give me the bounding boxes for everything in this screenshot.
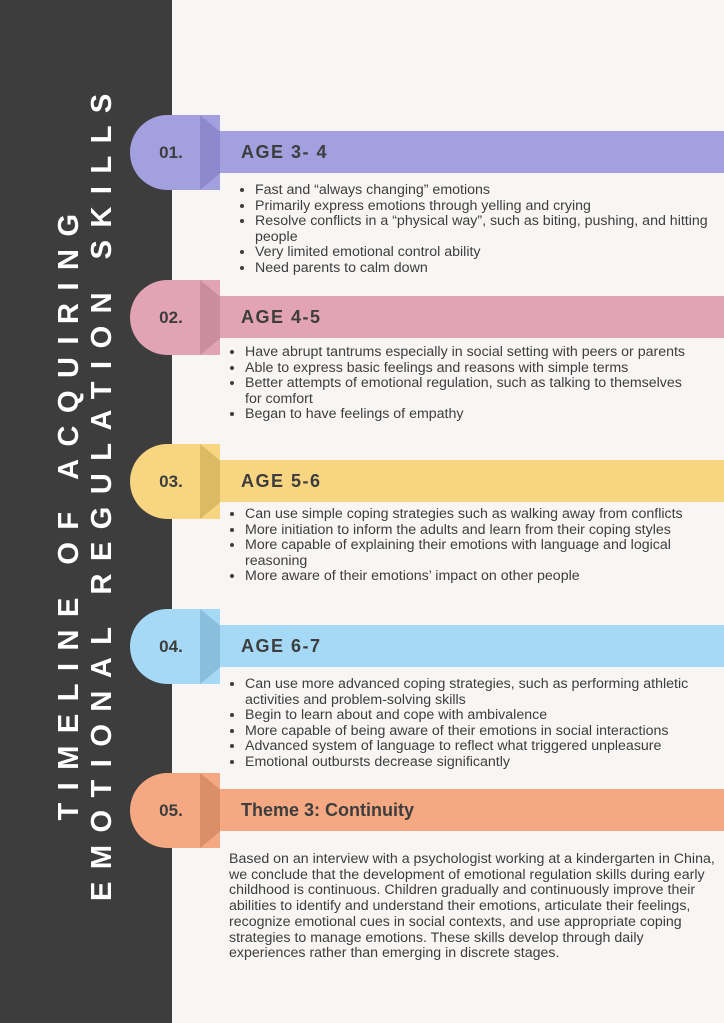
list-item: • Began to have feelings of empathy <box>245 407 700 423</box>
list-item: • More capable of explaining their emotions with language and logical reasoning <box>245 538 690 569</box>
list-item: • More aware of their emotions’ impact on other people <box>245 569 690 585</box>
list-item: • Have abrupt tantrums especially in social setting with peers or parents <box>245 345 700 361</box>
section-list <box>220 507 690 585</box>
section-list <box>220 345 700 423</box>
list-item: • Able to express basic feelings and reasons with simple terms <box>245 361 700 377</box>
section-label: AGE 5-6 <box>241 471 322 491</box>
section-label: AGE 6-7 <box>241 636 322 656</box>
section-number: 05. <box>159 801 183 820</box>
list-item: • Fast and “always changing” emotions <box>255 183 720 199</box>
section-label: AGE 3- 4 <box>241 142 329 162</box>
section-list <box>220 677 724 771</box>
section-label: Theme 3: Continuity <box>241 800 415 820</box>
section-number: 04. <box>159 637 183 656</box>
list-item: • Emotional outbursts decrease significantly <box>245 755 724 771</box>
conclusion-paragraph: Based on an interview with a psychologist working at a kindergarten in China, we conclude that the development of emotional regulation skills during early childhood is continuous. Children gradually and continuously improve their abilities to identify and understand their emotions, articulate their feelings, recognize emotional cues in social contexts, and use appropriate coping strategies to manage emotions. These skills develop through daily experiences rather than emerging in discrete stages. <box>229 851 715 962</box>
vertical-title <box>53 81 119 901</box>
title-line-1: TIMELINE OF ACQUIRING <box>53 201 85 821</box>
list-item: • Begin to learn about and cope with ambivalence <box>245 708 724 724</box>
list-item: • More capable of being aware of their emotions in social interactions <box>245 724 724 740</box>
section-label: AGE 4-5 <box>241 307 322 327</box>
title-line-2: EMOTIONAL REGULATION SKILLS <box>86 81 118 901</box>
list-item: • Primarily express emotions through yelling and crying <box>255 199 720 215</box>
list-item: • Resolve conflicts in a “physical way”, such as biting, pushing, and hitting people <box>255 214 720 245</box>
list-item: • Very limited emotional control ability <box>255 245 720 261</box>
list-item: • Can use more advanced coping strategies, such as performing athletic activities and problem-solving skills <box>245 677 724 708</box>
section-number: 02. <box>159 308 183 327</box>
list-item: • Need parents to calm down <box>255 261 720 277</box>
list-item: • Can use simple coping strategies such as walking away from conflicts <box>245 507 690 523</box>
list-item: • More initiation to inform the adults and learn from their coping styles <box>245 523 690 539</box>
section-number: 03. <box>159 472 183 491</box>
list-item: • Advanced system of language to reflect what triggered unpleasure <box>245 739 724 755</box>
section-number: 01. <box>159 143 183 162</box>
section-list <box>230 183 720 277</box>
list-item: • Better attempts of emotional regulation, such as talking to themselves for comfort <box>245 376 700 407</box>
